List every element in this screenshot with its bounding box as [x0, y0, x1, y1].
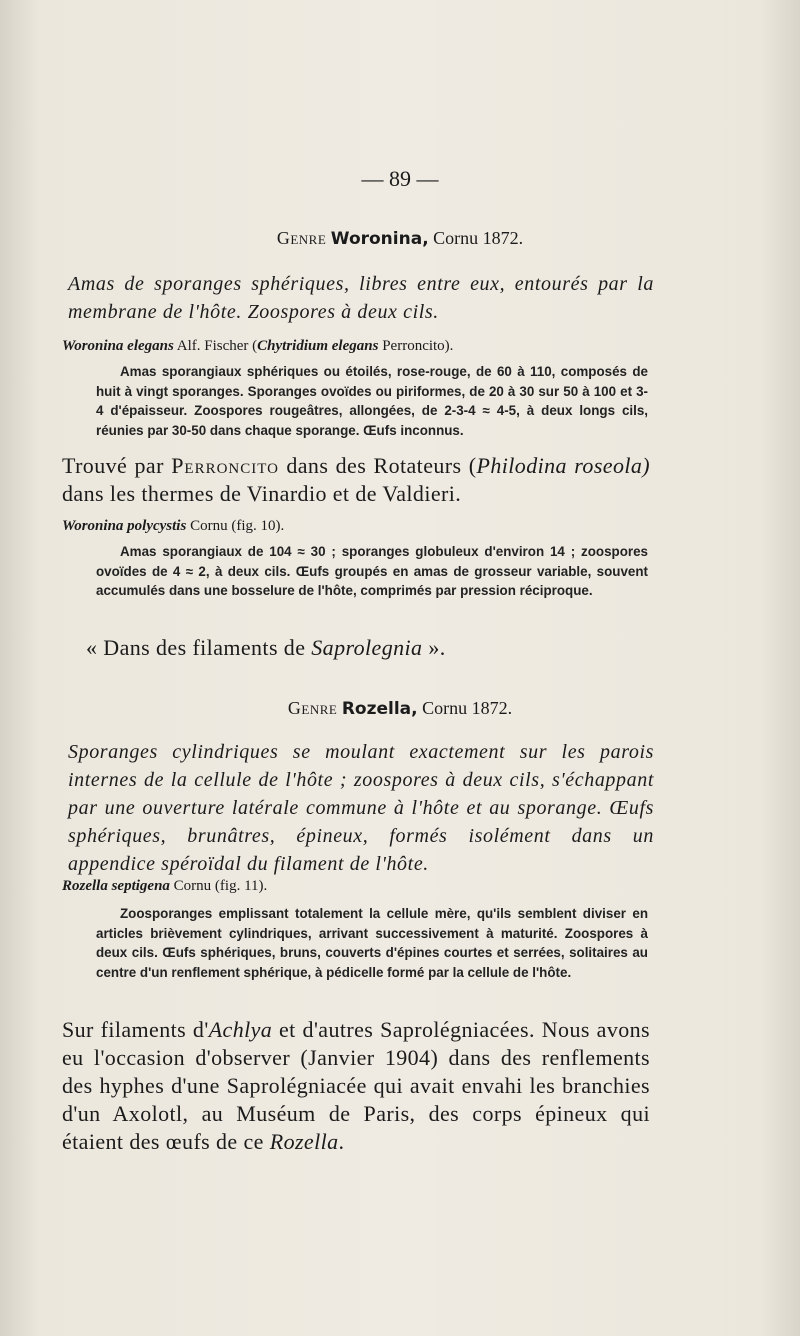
species-name: Woronina elegans [62, 338, 174, 354]
genre-author: Cornu 1872. [433, 228, 524, 248]
genre-heading-rozella [0, 698, 800, 719]
host-name: Saprolegnia [311, 635, 423, 660]
genre-heading-woronina [0, 228, 800, 249]
genre-label: Genre [287, 698, 338, 718]
host-name: Philodina roseola) [476, 453, 650, 478]
paragraph-observation [62, 1016, 650, 1156]
text-fragment: dans les thermes de Vinardio et de Valdieri. [62, 481, 462, 506]
species-author: Cornu (fig. 11). [173, 878, 268, 894]
genre-author: Cornu 1872. [422, 698, 513, 718]
species-heading-polycystis [62, 518, 662, 535]
genre-name: Rozella, [341, 699, 418, 719]
text-fragment: dans des Rotateurs ( [278, 453, 477, 478]
species-description-septigena: Zoosporanges emplissant totalement la cellule mère, qu'ils semblent diviser en articles brièvement cylindriques, arrivant successivement à maturité. Zoospores à deux cils. Œufs sphériques, bruns, couverts d'épines courtes et serrées, solitaires au centre d'un renflement sphérique, à pédicelle formé par la cellule de l'hôte. [96, 906, 648, 980]
text-fragment: « Dans des filaments de [86, 635, 312, 660]
species-synonym-author: Perroncito). [382, 338, 454, 354]
species-synonym: Chytridium elegans [257, 338, 379, 354]
host-name: Achlya [208, 1017, 273, 1042]
text-fragment: et d'autres Saprolégniacées. Nous avons eu l'occasion d'observer (Janvier 1904) dans des renflements des hyphes d'une Saprolégniacée qui avait envahi les branchies d'un Axolotl, au Muséum de Paris, des corps épineux qui étaient des œufs de ce [62, 1017, 650, 1154]
species-author: Alf. Fischer ( [176, 338, 258, 354]
genre-label: Genre [276, 228, 327, 248]
species-author: Cornu (fig. 10). [190, 518, 285, 534]
species-name: Woronina polycystis [62, 518, 187, 534]
page-number: — 89 — [361, 166, 439, 191]
text-fragment: . [338, 1129, 345, 1154]
genre-name: Woronina, [330, 229, 429, 249]
text-fragment: Trouvé par [62, 453, 172, 478]
species-description-elegans: Amas sporangiaux sphériques ou étoilés, rose-rouge, de 60 à 110, composés de huit à vingt sporanges. Sporanges ovoïdes ou piriformes, de 20 à 30 sur 50 à 100 et 3-4 d'épaisseur. Zoospores rougeâtres, allongées, de 2-3-4 ≈ 4-5, à deux longs cils, réunies par 30-50 dans chaque sporange. Œufs inconnus. [96, 364, 648, 438]
quote-saprolegnia [86, 634, 674, 662]
species-heading-septigena [62, 878, 662, 895]
text-fragment: ». [422, 635, 446, 660]
species-heading-elegans [62, 338, 662, 355]
genus-name: Rozella [269, 1129, 339, 1154]
text-fragment: Sur filaments d' [62, 1017, 209, 1042]
paragraph-found [62, 452, 650, 508]
genre-diagnosis-woronina: Amas de sporanges sphériques, libres entre eux, entourés par la membrane de l'hôte. Zoospores à deux cils. [68, 273, 654, 323]
species-name: Rozella septigena [62, 878, 170, 894]
author-name: Perroncito [171, 453, 279, 478]
species-description-polycystis: Amas sporangiaux de 104 ≈ 30 ; sporanges globuleux d'environ 14 ; zoospores ovoïdes de 4 ≈ 2, à deux cils. Œufs groupés en amas de grosseur variable, souvent accumulés dans une bosselure de l'hôte, comprimés par pression réciproque. [96, 544, 648, 598]
genre-diagnosis-rozella: Sporanges cylindriques se moulant exactement sur les parois internes de la cellule de l'hôte ; zoospores à deux cils, s'échappant par une ouverture latérale commune à l'hôte et au sporange. Œufs sphériques, brunâtres, épineux, formés isolément dans un appendice spéroïdal du filament de l'hôte. [68, 741, 654, 875]
